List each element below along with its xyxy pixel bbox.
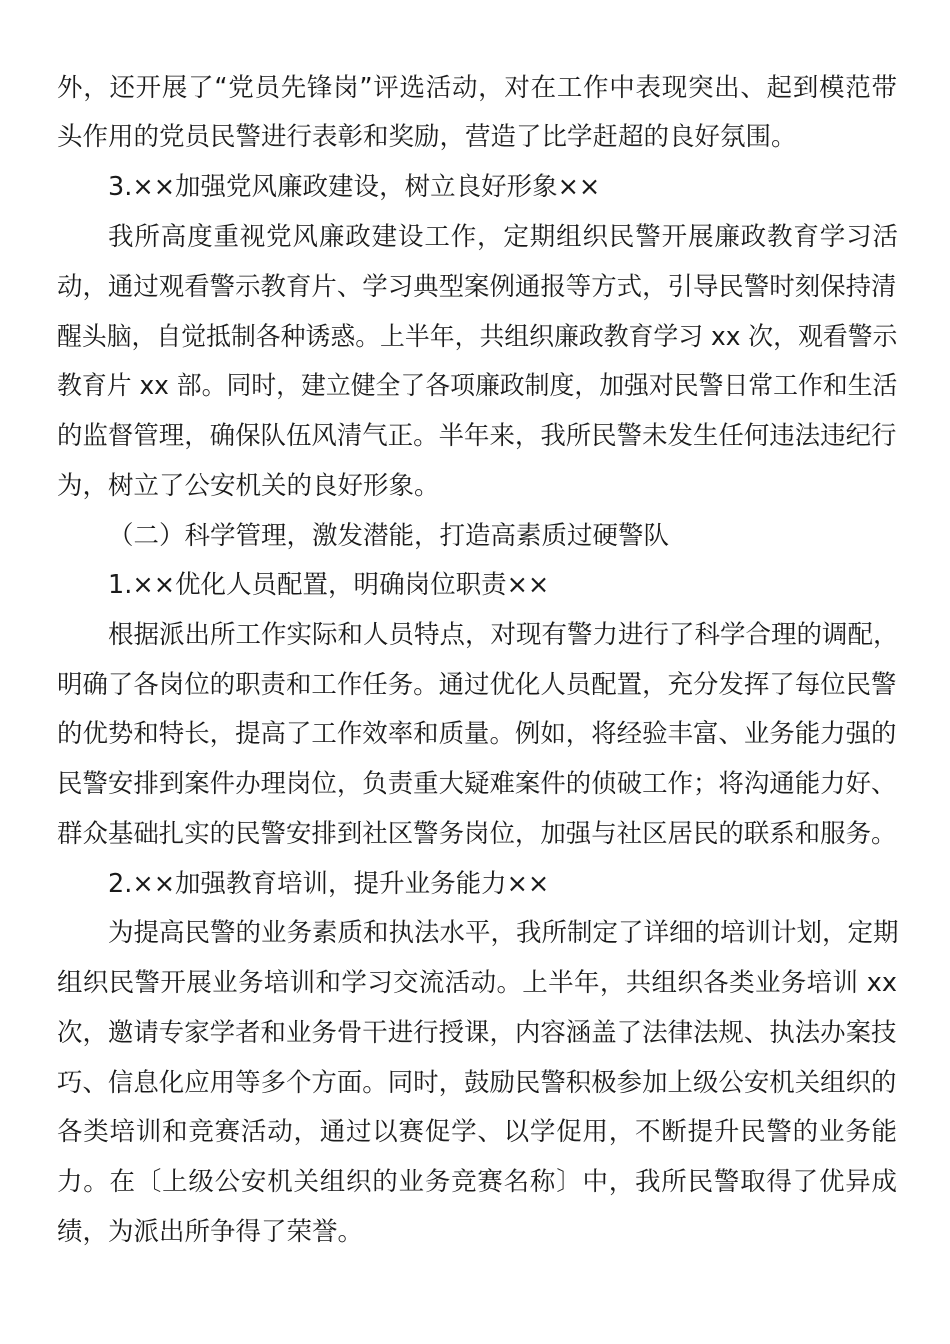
paragraph-line: 动，通过观看警示教育片、学习典型案例通报等方式，引导民警时刻保持清 <box>57 272 897 302</box>
paragraph-line: 为，树立了公安机关的良好形象。 <box>57 471 440 501</box>
section-heading: 1.××优化人员配置，明确岗位职责×× <box>108 570 550 600</box>
paragraph-line: 的监督管理，确保队伍风清气正。半年来，我所民警未发生任何违法违纪行 <box>57 421 897 451</box>
paragraph-line: 根据派出所工作实际和人员特点，对现有警力进行了科学合理的调配， <box>108 620 899 650</box>
paragraph-line: 为提高民警的业务素质和执法水平，我所制定了详细的培训计划，定期 <box>108 918 899 948</box>
paragraph-line: 力。在〔上级公安机关组织的业务竞赛名称〕中，我所民警取得了优异成 <box>57 1167 897 1197</box>
paragraph-line: 各类培训和竞赛活动，通过以赛促学、以学促用，不断提升民警的业务能 <box>57 1117 897 1147</box>
paragraph-line: 头作用的党员民警进行表彰和奖励，营造了比学赶超的良好氛围。 <box>57 122 797 152</box>
paragraph-line: 明确了各岗位的职责和工作任务。通过优化人员配置，充分发挥了每位民警 <box>57 670 897 700</box>
paragraph-line: 我所高度重视党风廉政建设工作，定期组织民警开展廉政教育学习活 <box>108 222 898 252</box>
paragraph-line: 的优势和特长，提高了工作效率和质量。例如，将经验丰富、业务能力强的 <box>57 719 897 749</box>
paragraph-line: 次，邀请专家学者和业务骨干进行授课，内容涵盖了法律法规、执法办案技 <box>57 1018 897 1048</box>
section-heading: （二）科学管理，激发潜能，打造高素质过硬警队 <box>108 521 670 551</box>
paragraph-line: 教育片 xx 部。同时，建立健全了各项廉政制度，加强对民警日常工作和生活 <box>57 371 898 401</box>
paragraph-line: 巧、信息化应用等多个方面。同时，鼓励民警积极参加上级公安机关组织的 <box>57 1068 897 1098</box>
paragraph-line: 外，还开展了“党员先锋岗”评选活动，对在工作中表现突出、起到模范带 <box>57 73 897 103</box>
paragraph-line: 组织民警开展业务培训和学习交流活动。上半年，共组织各类业务培训 xx <box>57 968 897 998</box>
section-heading: 2.××加强教育培训，提升业务能力×× <box>108 869 550 899</box>
paragraph-line: 绩，为派出所争得了荣誉。 <box>57 1217 364 1247</box>
paragraph-line: 民警安排到案件办理岗位，负责重大疑难案件的侦破工作；将沟通能力好、 <box>57 769 897 799</box>
paragraph-line: 群众基础扎实的民警安排到社区警务岗位，加强与社区居民的联系和服务。 <box>57 819 897 849</box>
paragraph-line: 醒头脑，自觉抵制各种诱惑。上半年，共组织廉政教育学习 xx 次，观看警示 <box>57 322 898 352</box>
section-heading: 3.××加强党风廉政建设，树立良好形象×× <box>108 172 601 202</box>
